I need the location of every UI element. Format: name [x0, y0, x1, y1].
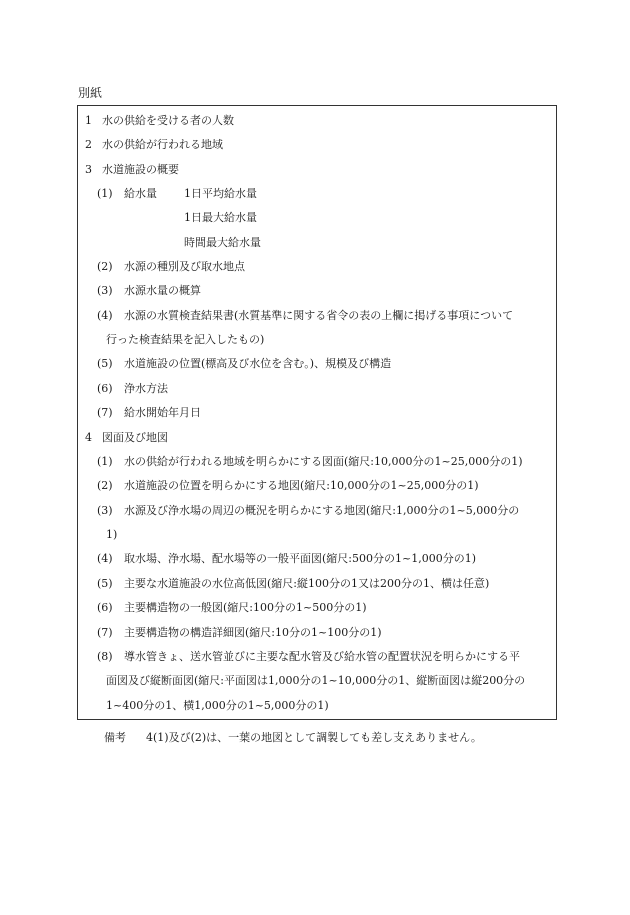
item-number: (3)	[97, 284, 113, 297]
item-text: 主要構造物の一般図(縮尺:100分の1~500分の1)	[124, 601, 367, 614]
item-number: 3	[85, 163, 92, 176]
item-text: 水源の種別及び取水地点	[124, 260, 245, 273]
page-heading: 別紙	[78, 86, 103, 100]
item-text: 行った検査結果を記入したもの)	[106, 333, 265, 346]
item-text: 面図及び縦断面図(縮尺:平面図は1,000分の1~10,000分の1、縦断面図は縦200分の	[106, 674, 526, 687]
item-number: (6)	[97, 382, 113, 395]
item-number: (6)	[97, 601, 113, 614]
item-text: 1)	[106, 528, 118, 541]
remarks-label: 備考	[104, 731, 126, 744]
item-text: 水の供給が行われる地域	[102, 138, 223, 151]
item-number: (5)	[97, 577, 113, 590]
item-number: (1)	[97, 187, 113, 200]
item-number: (7)	[97, 406, 113, 419]
item-text: 水源の水質検査結果書(水質基準に関する省令の表の上欄に掲げる事項について	[124, 309, 514, 322]
item-number: 4	[85, 431, 92, 444]
item-number: 2	[85, 138, 92, 151]
item-number: (8)	[97, 650, 113, 663]
item-subtext: 時間最大給水量	[184, 236, 261, 249]
item-text: 水の供給が行われる地域を明らかにする図面(縮尺:10,000分の1~25,000分の1)	[124, 455, 523, 468]
item-text: 水道施設の位置を明らかにする地図(縮尺:10,000分の1~25,000分の1)	[124, 479, 479, 492]
item-text: 取水場、浄水場、配水場等の一般平面図(縮尺:500分の1~1,000分の1)	[124, 552, 476, 565]
item-number: (4)	[97, 552, 113, 565]
item-number: 1	[85, 114, 92, 127]
remarks-text: 4(1)及び(2)は、一葉の地図として調製しても差し支えありません。	[146, 731, 482, 744]
item-text: 図面及び地図	[102, 431, 168, 444]
item-text: 1~400分の1、横1,000分の1~5,000分の1)	[106, 699, 329, 712]
item-subtext: 1日最大給水量	[184, 211, 257, 224]
item-text: 給水開始年月日	[124, 406, 201, 419]
item-number: (2)	[97, 260, 113, 273]
item-text: 主要な水道施設の水位高低図(縮尺:縦100分の1又は200分の1、横は任意)	[124, 577, 490, 590]
item-number: (1)	[97, 455, 113, 468]
item-text: 導水管きょ、送水管並びに主要な配水管及び給水管の配置状況を明らかにする平	[124, 650, 520, 663]
item-number: (4)	[97, 309, 113, 322]
item-number: (3)	[97, 504, 113, 517]
item-text: 浄水方法	[124, 382, 168, 395]
item-text: 水源水量の概算	[124, 284, 201, 297]
item-number: (5)	[97, 357, 113, 370]
item-text: 水道施設の位置(標高及び水位を含む。)、規模及び構造	[124, 357, 392, 370]
item-text: 主要構造物の構造詳細図(縮尺:10分の1~100分の1)	[124, 626, 382, 639]
content-box	[77, 105, 557, 720]
item-number: (2)	[97, 479, 113, 492]
item-text: 水の供給を受ける者の人数	[102, 114, 234, 127]
item-text: 給水量	[124, 187, 157, 200]
item-subtext: 1日平均給水量	[184, 187, 257, 200]
item-text: 水道施設の概要	[102, 163, 179, 176]
item-text: 水源及び浄水場の周辺の概況を明らかにする地図(縮尺:1,000分の1~5,000分の	[124, 504, 520, 517]
item-number: (7)	[97, 626, 113, 639]
